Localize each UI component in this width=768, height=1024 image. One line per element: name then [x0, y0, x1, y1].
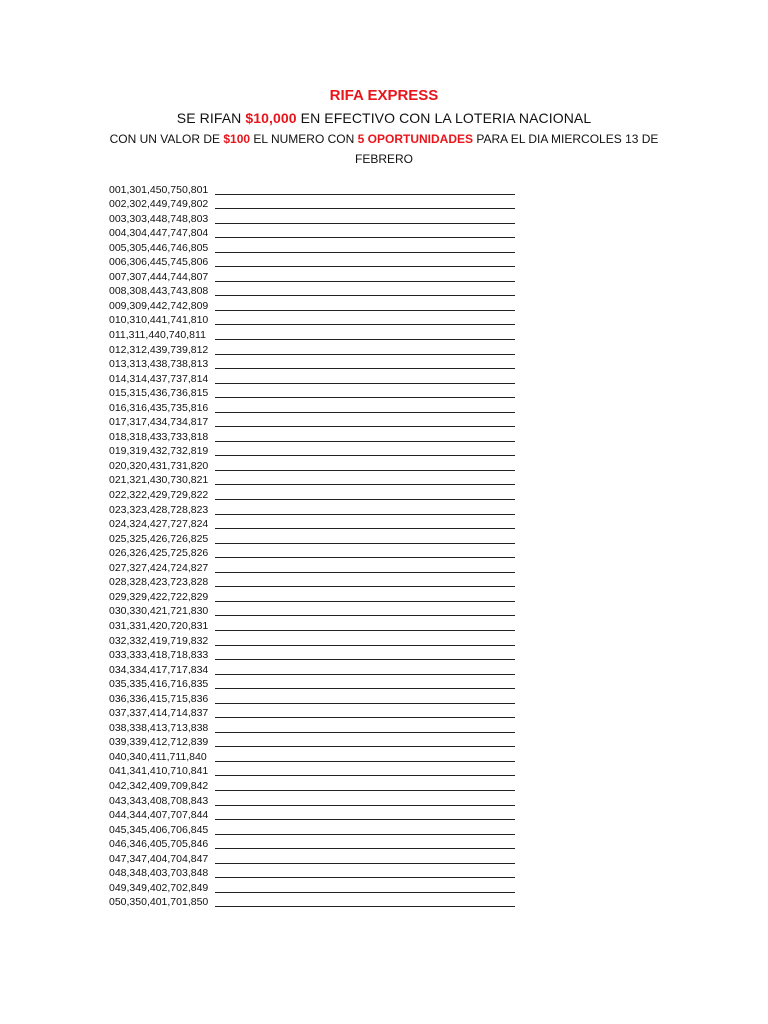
- name-blank-line[interactable]: [215, 693, 515, 704]
- ticket-list: [109, 182, 529, 909]
- ticket-numbers: 042,342,409,709,842: [109, 779, 209, 792]
- name-blank-line[interactable]: [215, 489, 515, 500]
- name-blank-line[interactable]: [215, 300, 515, 311]
- ticket-numbers: 038,338,413,713,838: [109, 721, 209, 734]
- list-item: [109, 677, 529, 692]
- ticket-numbers: 039,339,412,712,839: [109, 736, 209, 749]
- name-blank-line[interactable]: [215, 445, 515, 456]
- ticket-numbers: 032,332,419,719,832: [109, 634, 209, 647]
- name-blank-line[interactable]: [215, 504, 515, 515]
- name-blank-line[interactable]: [215, 344, 515, 355]
- list-item: [109, 546, 529, 561]
- name-blank-line[interactable]: [215, 547, 515, 558]
- list-item: [109, 880, 529, 895]
- name-blank-line[interactable]: [215, 664, 515, 675]
- ticket-numbers: 050,350,401,701,850: [109, 896, 209, 909]
- prize-line-post: EN EFECTIVO CON LA LOTERIA NACIONAL: [296, 110, 592, 126]
- ticket-info-post: PARA EL DIA MIERCOLES 13 DE FEBRERO: [354, 132, 659, 166]
- name-blank-line[interactable]: [215, 242, 515, 253]
- name-blank-line[interactable]: [215, 649, 515, 660]
- list-item: [109, 778, 529, 793]
- ticket-numbers: 045,345,406,706,845: [109, 823, 209, 836]
- ticket-numbers: 008,308,443,743,808: [109, 285, 209, 298]
- list-item: [109, 240, 529, 255]
- list-item: [109, 648, 529, 663]
- ticket-numbers: 023,323,428,728,823: [109, 503, 209, 516]
- list-item: [109, 327, 529, 342]
- name-blank-line[interactable]: [215, 591, 515, 602]
- ticket-numbers: 031,331,420,720,831: [109, 619, 209, 632]
- list-item: [109, 342, 529, 357]
- ticket-numbers: 033,333,418,718,833: [109, 649, 209, 662]
- name-blank-line[interactable]: [215, 460, 515, 471]
- ticket-numbers: 046,346,405,705,846: [109, 838, 209, 851]
- prize-line: [0, 108, 768, 128]
- name-blank-line[interactable]: [215, 838, 515, 849]
- name-blank-line[interactable]: [215, 795, 515, 806]
- list-item: [109, 720, 529, 735]
- name-blank-line[interactable]: [215, 867, 515, 878]
- ticket-numbers: 016,316,435,735,816: [109, 401, 209, 414]
- ticket-numbers: 034,334,417,717,834: [109, 663, 209, 676]
- name-blank-line[interactable]: [215, 358, 515, 369]
- page-title: RIFA EXPRESS: [329, 87, 439, 104]
- list-item: [109, 429, 529, 444]
- list-item: [109, 386, 529, 401]
- ticket-numbers: 022,322,429,729,822: [109, 489, 209, 502]
- name-blank-line[interactable]: [215, 314, 515, 325]
- name-blank-line[interactable]: [215, 678, 515, 689]
- name-blank-line[interactable]: [215, 533, 515, 544]
- ticket-numbers: 018,318,433,733,818: [109, 430, 209, 443]
- name-blank-line[interactable]: [215, 853, 515, 864]
- list-item: [109, 633, 529, 648]
- name-blank-line[interactable]: [215, 271, 515, 282]
- ticket-numbers: 030,330,421,721,830: [109, 605, 209, 618]
- list-item: [109, 822, 529, 837]
- list-item: [109, 735, 529, 750]
- list-item: [109, 662, 529, 677]
- list-item: [109, 255, 529, 270]
- name-blank-line[interactable]: [215, 198, 515, 209]
- list-item: [109, 211, 529, 226]
- name-blank-line[interactable]: [215, 809, 515, 820]
- list-item: [109, 866, 529, 881]
- ticket-numbers: 009,309,442,742,809: [109, 299, 209, 312]
- list-item: [109, 764, 529, 779]
- list-item: [109, 618, 529, 633]
- list-item: [109, 298, 529, 313]
- list-item: [109, 182, 529, 197]
- ticket-numbers: 037,337,414,714,837: [109, 707, 209, 720]
- name-blank-line[interactable]: [215, 518, 515, 529]
- ticket-numbers: 005,305,446,746,805: [109, 241, 209, 254]
- list-item: [109, 458, 529, 473]
- ticket-numbers: 015,315,436,736,815: [109, 387, 209, 400]
- list-item: [109, 473, 529, 488]
- ticket-numbers: 035,335,416,716,835: [109, 678, 209, 691]
- ticket-numbers: 049,349,402,702,849: [109, 881, 209, 894]
- list-item: [109, 793, 529, 808]
- ticket-numbers: 013,313,438,738,813: [109, 358, 209, 371]
- name-blank-line[interactable]: [215, 736, 515, 747]
- name-blank-line[interactable]: [215, 722, 515, 733]
- ticket-numbers: 017,317,434,734,817: [109, 416, 209, 429]
- name-blank-line[interactable]: [215, 431, 515, 442]
- ticket-price: $100: [223, 132, 251, 146]
- name-blank-line[interactable]: [215, 635, 515, 646]
- list-item: [109, 808, 529, 823]
- name-blank-line[interactable]: [215, 780, 515, 791]
- ticket-numbers: 048,348,403,703,848: [109, 867, 209, 880]
- list-item: [109, 313, 529, 328]
- ticket-numbers: 021,321,430,730,821: [109, 474, 209, 487]
- ticket-numbers: 019,319,432,732,819: [109, 445, 209, 458]
- ticket-numbers: 041,341,410,710,841: [109, 765, 209, 778]
- name-blank-line[interactable]: [215, 213, 515, 224]
- ticket-numbers: 047,347,404,704,847: [109, 852, 209, 865]
- name-blank-line[interactable]: [215, 416, 515, 427]
- ticket-numbers: 020,320,431,731,820: [109, 459, 209, 472]
- ticket-numbers: 025,325,426,726,825: [109, 532, 209, 545]
- list-item: [109, 444, 529, 459]
- ticket-info-line: [100, 129, 668, 169]
- list-item: [109, 895, 529, 910]
- ticket-numbers: 029,329,422,722,829: [109, 590, 209, 603]
- list-item: [109, 487, 529, 502]
- list-item: [109, 531, 529, 546]
- list-item: [109, 706, 529, 721]
- ticket-numbers: 028,328,423,723,828: [109, 576, 209, 589]
- name-blank-line[interactable]: [215, 329, 515, 340]
- name-blank-line[interactable]: [215, 256, 515, 267]
- ticket-numbers: 010,310,441,741,810: [109, 314, 209, 327]
- name-blank-line[interactable]: [215, 387, 515, 398]
- ticket-numbers: 001,301,450,750,801: [109, 183, 209, 196]
- list-item: [109, 589, 529, 604]
- name-blank-line[interactable]: [215, 620, 515, 631]
- list-item: [109, 269, 529, 284]
- name-blank-line[interactable]: [215, 896, 515, 907]
- ticket-chances: 5 OPORTUNIDADES: [357, 132, 474, 146]
- ticket-numbers: 003,303,448,748,803: [109, 212, 209, 225]
- list-item: [109, 517, 529, 532]
- ticket-numbers: 011,311,440,740,811: [109, 329, 206, 342]
- list-item: [109, 560, 529, 575]
- list-item: [109, 197, 529, 212]
- name-blank-line[interactable]: [215, 882, 515, 893]
- ticket-numbers: 014,314,437,737,814: [109, 372, 209, 385]
- ticket-numbers: 036,336,415,715,836: [109, 692, 209, 705]
- list-item: [109, 837, 529, 852]
- ticket-numbers: 007,307,444,744,807: [109, 270, 209, 283]
- name-blank-line[interactable]: [215, 562, 515, 573]
- ticket-info-pre: CON UN VALOR DE: [109, 132, 224, 146]
- name-blank-line[interactable]: [215, 184, 515, 195]
- name-blank-line[interactable]: [215, 824, 515, 835]
- ticket-numbers: 006,306,445,745,806: [109, 256, 209, 269]
- ticket-numbers: 044,344,407,707,844: [109, 809, 209, 822]
- list-item: [109, 226, 529, 241]
- list-item: [109, 604, 529, 619]
- ticket-numbers: 027,327,424,724,827: [109, 561, 209, 574]
- list-item: [109, 851, 529, 866]
- list-item: [109, 284, 529, 299]
- name-blank-line[interactable]: [215, 751, 515, 762]
- list-item: [109, 502, 529, 517]
- name-blank-line[interactable]: [215, 402, 515, 413]
- ticket-numbers: 002,302,449,749,802: [109, 198, 209, 211]
- list-item: [109, 691, 529, 706]
- prize-line-pre: SE RIFAN: [176, 110, 246, 126]
- ticket-numbers: 026,326,425,725,826: [109, 547, 209, 560]
- name-blank-line[interactable]: [215, 605, 515, 616]
- ticket-numbers: 024,324,427,727,824: [109, 518, 209, 531]
- ticket-numbers: 012,312,439,739,812: [109, 343, 209, 356]
- prize-amount: $10,000: [245, 110, 297, 126]
- name-blank-line[interactable]: [215, 707, 515, 718]
- name-blank-line[interactable]: [215, 765, 515, 776]
- ticket-numbers: 004,304,447,747,804: [109, 227, 209, 240]
- name-blank-line[interactable]: [215, 474, 515, 485]
- list-item: [109, 575, 529, 590]
- list-item: [109, 749, 529, 764]
- ticket-numbers: 043,343,408,708,843: [109, 794, 209, 807]
- name-blank-line[interactable]: [215, 227, 515, 238]
- list-item: [109, 400, 529, 415]
- name-blank-line[interactable]: [215, 285, 515, 296]
- ticket-info-mid: EL NUMERO CON: [250, 132, 358, 146]
- name-blank-line[interactable]: [215, 373, 515, 384]
- list-item: [109, 371, 529, 386]
- list-item: [109, 357, 529, 372]
- name-blank-line[interactable]: [215, 576, 515, 587]
- ticket-numbers: 040,340,411,711,840: [109, 750, 207, 763]
- list-item: [109, 415, 529, 430]
